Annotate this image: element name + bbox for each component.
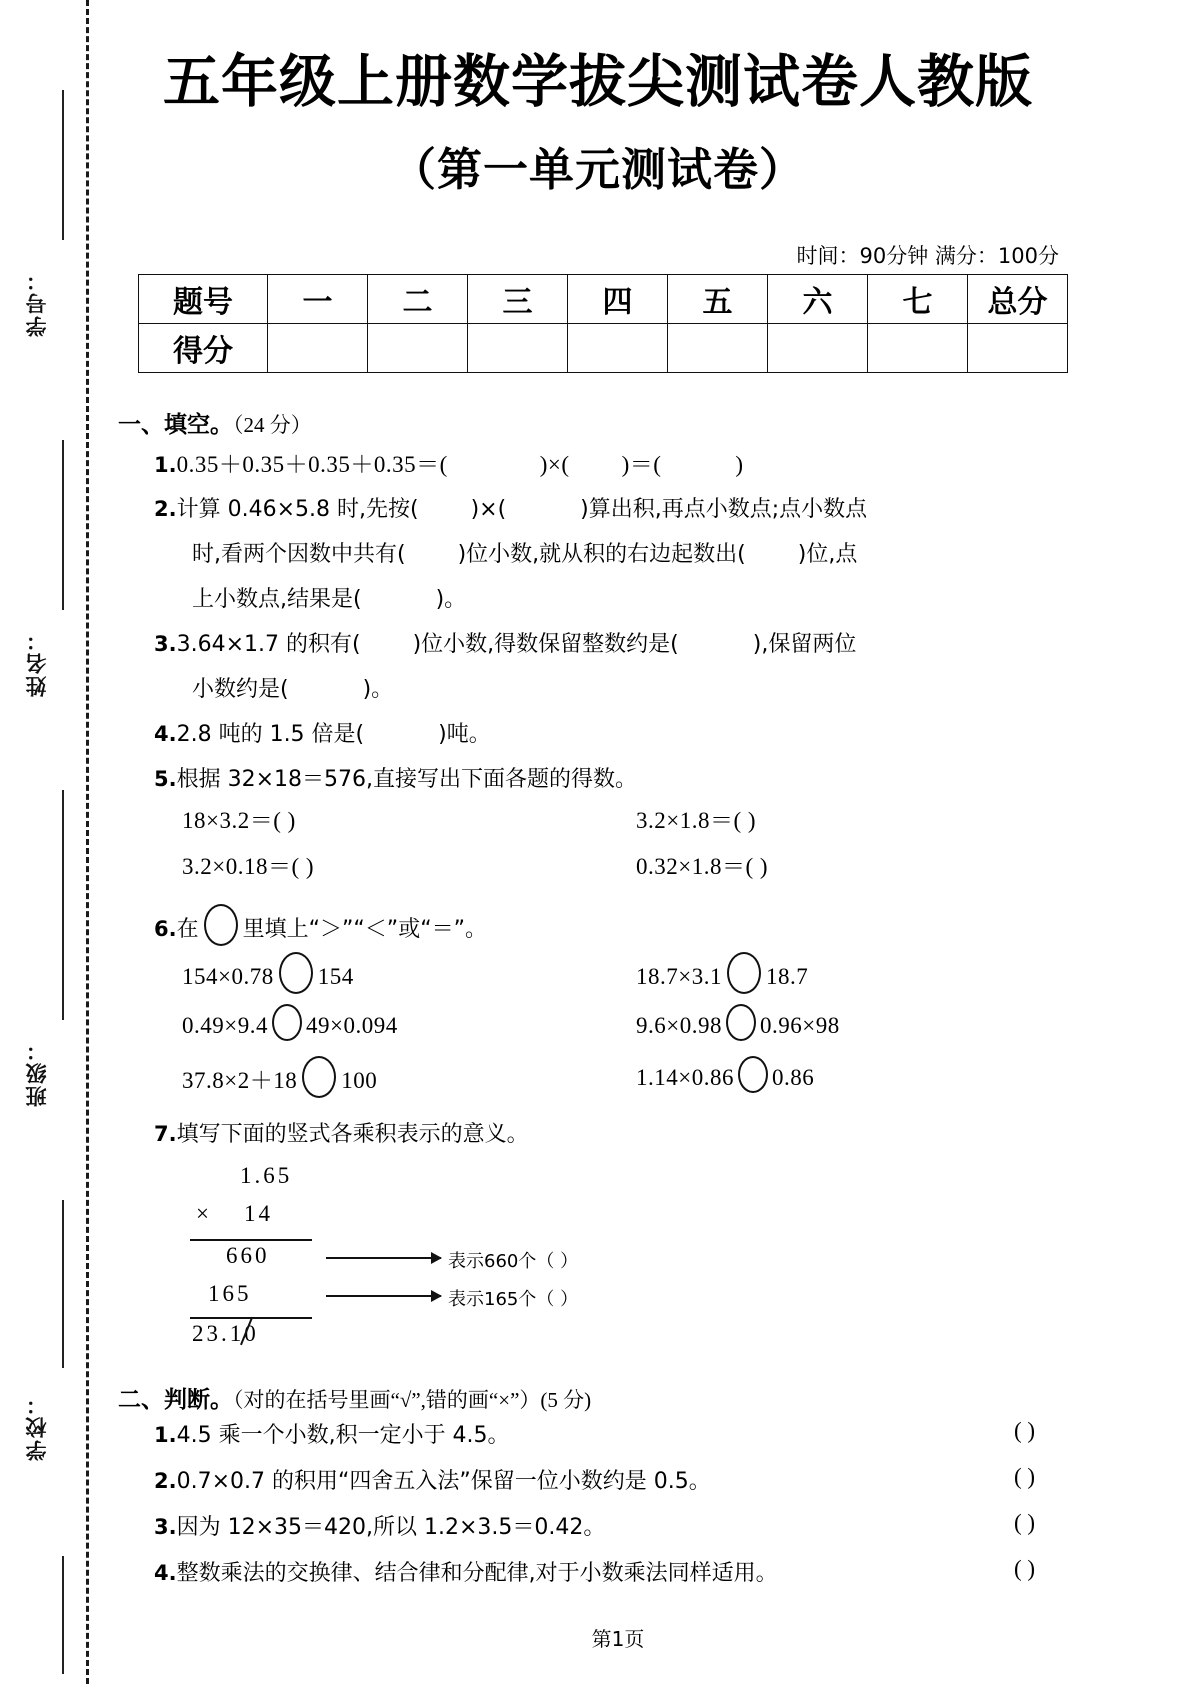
vmul-note-1[interactable]: 表示660个（ ） <box>448 1251 579 1272</box>
comparison-circle-icon <box>204 904 238 946</box>
question-1-2-line-2 <box>192 532 1138 577</box>
question-1-6-stem <box>154 904 1138 952</box>
vmul-result-value: 23.1 <box>192 1321 245 1346</box>
question-1-7-stem <box>154 1112 1138 1157</box>
seal-rule-1 <box>62 90 64 240</box>
question-1-6-number: 6. <box>154 917 177 941</box>
question-1-1 <box>154 443 1138 487</box>
seal-rule-5 <box>62 1556 64 1674</box>
vertical-multiplication-figure <box>192 1163 1138 1346</box>
vmul-multiplicand: 1.65 <box>240 1163 293 1188</box>
question-1-2-text-c: )算出积,再点小数点;点小数点 <box>580 497 868 522</box>
page-subtitle: （第一单元测试卷） <box>390 143 805 196</box>
question-1-3-text-c: ),保留两位 <box>752 632 857 657</box>
seal-label-class: 班级： <box>25 1038 49 1107</box>
score-table-col-7: 总分 <box>968 275 1068 324</box>
question-1-2-text-a: 计算 0.46×5.8 时,先按( <box>176 497 419 522</box>
question-1-3-text-a: 3.64×1.7 的积有( <box>176 632 361 657</box>
comparison-pair-0-right: 154 <box>317 964 354 989</box>
question-1-6-row-2 <box>154 1004 1138 1056</box>
question-1-2-text-g: 上小数点,结果是( <box>192 587 362 612</box>
seal-label-school: 学校： <box>25 1392 49 1461</box>
question-1-2-text-f: )位,点 <box>797 542 858 567</box>
question-1-5-item-2[interactable]: 3.2×0.18＝( ) <box>182 854 315 879</box>
question-1-5-stem <box>154 757 1138 802</box>
question-1-1-text-c: )＝( <box>621 452 662 477</box>
score-table-col-6: 七 <box>868 275 968 324</box>
comparison-circle-icon[interactable] <box>302 1056 336 1098</box>
question-1-5-row-2 <box>154 848 1138 894</box>
section-1-heading <box>118 406 1138 439</box>
question-1-5-item-3[interactable]: 0.32×1.8＝( ) <box>636 854 769 879</box>
question-2-2 <box>154 1464 1138 1510</box>
score-cell-2[interactable] <box>468 324 568 373</box>
question-1-3-text-b: )位小数,得数保留整数约是( <box>412 632 679 657</box>
comparison-circle-icon[interactable] <box>738 1056 768 1093</box>
score-table-col-2: 三 <box>468 275 568 324</box>
score-table-col-1: 二 <box>368 275 468 324</box>
score-table-col-4: 五 <box>668 275 768 324</box>
exam-content <box>118 406 1138 1602</box>
question-1-1-text-d: ) <box>735 452 744 477</box>
comparison-pair-0-left: 154×0.78 <box>182 964 274 989</box>
question-1-7-number: 7. <box>154 1122 177 1146</box>
question-1-5-number: 5. <box>154 767 177 791</box>
vmul-multiplier-sign: × <box>196 1201 212 1226</box>
question-1-5-item-1[interactable]: 3.2×1.8＝( ) <box>636 808 757 833</box>
question-2-2-answer-bracket[interactable]: ( ) <box>1014 1464 1036 1489</box>
question-1-1-number: 1. <box>154 453 177 477</box>
question-2-1-answer-bracket[interactable]: ( ) <box>1014 1418 1036 1443</box>
comparison-pair-4-right: 100 <box>341 1068 378 1093</box>
comparison-pair-2-left: 0.49×9.4 <box>182 1013 268 1038</box>
question-2-3 <box>154 1510 1138 1556</box>
comparison-circle-icon[interactable] <box>272 1004 302 1041</box>
question-2-1-text: 4.5 乘一个小数,积一定小于 4.5。 <box>176 1423 510 1448</box>
vmul-multiplier: 14 <box>244 1201 273 1226</box>
comparison-circle-icon[interactable] <box>279 952 313 994</box>
comparison-pair-1-right: 18.7 <box>765 964 809 989</box>
table-row-scores <box>139 324 1068 373</box>
comparison-pair-5-right: 0.86 <box>771 1065 815 1090</box>
question-2-2-text: 0.7×0.7 的积用“四舍五入法”保留一位小数约是 0.5。 <box>176 1469 711 1494</box>
question-1-2-text-e: )位小数,就从积的右边起数出( <box>457 542 746 567</box>
page-footer: 第1页 <box>591 1627 645 1651</box>
perforation-dashed-line <box>86 0 89 1684</box>
question-2-1 <box>154 1418 1138 1464</box>
vmul-arrow-2-icon <box>326 1295 441 1297</box>
score-cell-5[interactable] <box>768 324 868 373</box>
question-1-1-text-b: )×( <box>539 452 570 477</box>
question-1-5-item-0[interactable]: 18×3.2＝( ) <box>182 808 296 833</box>
vmul-partial-product-2: 165 <box>208 1281 252 1306</box>
vmul-arrow-1-icon <box>326 1257 441 1259</box>
section-2-heading <box>118 1381 1138 1414</box>
question-2-4-number: 4. <box>154 1561 177 1585</box>
question-2-4-body <box>154 1556 778 1587</box>
question-2-3-answer-bracket[interactable]: ( ) <box>1014 1510 1036 1535</box>
score-cell-0[interactable] <box>268 324 368 373</box>
seal-rule-3 <box>62 790 64 1020</box>
comparison-pair-4-left: 37.8×2＋18 <box>182 1068 298 1093</box>
comparison-pair-1 <box>636 952 808 994</box>
score-table-col-5: 六 <box>768 275 868 324</box>
question-1-6-stem-a: 在 <box>176 917 199 942</box>
vmul-rule-top <box>190 1239 312 1241</box>
exam-meta-info: 时间：90分钟 满分：100分 <box>796 244 1059 268</box>
question-1-3-text-e: )。 <box>362 677 394 702</box>
comparison-circle-icon[interactable] <box>727 952 761 994</box>
question-2-3-text: 因为 12×35＝420,所以 1.2×3.5＝0.42。 <box>176 1515 606 1540</box>
question-1-4-text-b: )吨。 <box>438 722 491 747</box>
question-1-2-line-3 <box>192 577 1138 622</box>
comparison-pair-3-right: 0.96×98 <box>759 1013 840 1038</box>
question-1-4-number: 4. <box>154 722 177 746</box>
question-1-2-number: 2. <box>154 497 177 521</box>
question-2-4-text: 整数乘法的交换律、结合律和分配律,对于小数乘法同样适用。 <box>176 1561 778 1586</box>
question-1-5-row-1 <box>154 802 1138 848</box>
comparison-pair-2-right: 49×0.094 <box>305 1013 398 1038</box>
question-2-3-number: 3. <box>154 1515 177 1539</box>
question-2-1-body <box>154 1418 510 1449</box>
question-2-3-body <box>154 1510 605 1541</box>
question-1-6-stem-b: 里填上“＞”“＜”或“＝”。 <box>242 917 487 942</box>
comparison-pair-3-left: 9.6×0.98 <box>636 1013 722 1038</box>
seal-label-name: 姓名： <box>25 628 49 697</box>
score-table <box>138 274 1068 373</box>
score-cell-7[interactable] <box>968 324 1068 373</box>
score-cell-1[interactable] <box>368 324 468 373</box>
comparison-pair-2 <box>182 1004 398 1041</box>
seal-label-student-id: 学号： <box>25 268 49 337</box>
question-1-4 <box>154 712 1138 757</box>
question-1-7-stem-text: 填写下面的竖式各乘积表示的意义。 <box>176 1122 529 1147</box>
section-2-title: 二、判断。 <box>118 1387 233 1413</box>
score-table-col-3: 四 <box>568 275 668 324</box>
comparison-pair-5 <box>636 1056 814 1093</box>
question-1-5-stem-text: 根据 32×18＝576,直接写出下面各题的得数。 <box>176 767 637 792</box>
question-1-2-line-1 <box>154 487 1138 532</box>
score-cell-4[interactable] <box>668 324 768 373</box>
comparison-pair-5-left: 1.14×0.86 <box>636 1065 734 1090</box>
comparison-pair-1-left: 18.7×3.1 <box>636 964 722 989</box>
question-2-4 <box>154 1556 1138 1602</box>
page-title: 五年级上册数学拔尖测试卷人教版 <box>163 49 1033 115</box>
vmul-note-2[interactable]: 表示165个（ ） <box>448 1289 579 1310</box>
seal-margin-strip <box>0 0 118 1684</box>
question-1-2-text-b: )×( <box>470 497 507 522</box>
question-1-1-text-a: 0.35＋0.35＋0.35＋0.35＝( <box>176 452 448 477</box>
vmul-result-struck-zero: 0 <box>244 1321 259 1346</box>
question-1-3-number: 3. <box>154 632 177 656</box>
question-1-6-row-3 <box>154 1056 1138 1108</box>
table-row-question-numbers <box>139 275 1068 324</box>
question-1-2-text-h: )。 <box>435 587 467 612</box>
question-1-2-text-d: 时,看两个因数中共有( <box>192 542 406 567</box>
question-1-3-text-d: 小数约是( <box>192 677 289 702</box>
question-2-4-answer-bracket[interactable]: ( ) <box>1014 1556 1036 1581</box>
vmul-result <box>192 1321 259 1347</box>
section-1-title: 一、填空。 <box>118 412 233 438</box>
section-2-instruction: （对的在括号里画“√”,错的画“×”）(5 分) <box>233 1388 592 1412</box>
question-1-3-line-2 <box>192 667 1138 712</box>
question-2-2-body <box>154 1464 711 1495</box>
seal-rule-2 <box>62 440 64 610</box>
score-cell-3[interactable] <box>568 324 668 373</box>
question-1-4-text-a: 2.8 吨的 1.5 倍是( <box>176 722 365 747</box>
comparison-pair-4 <box>182 1056 377 1098</box>
question-2-2-number: 2. <box>154 1469 177 1493</box>
question-1-3-line-1 <box>154 622 1138 667</box>
comparison-circle-icon[interactable] <box>726 1004 756 1041</box>
score-cell-6[interactable] <box>868 324 968 373</box>
exam-page <box>118 0 1191 1684</box>
comparison-pair-3 <box>636 1004 840 1041</box>
score-table-row-label-1: 得分 <box>139 324 268 373</box>
comparison-pair-0 <box>182 952 354 994</box>
vmul-partial-product-1: 660 <box>226 1243 270 1268</box>
score-table-col-0: 一 <box>268 275 368 324</box>
question-2-1-number: 1. <box>154 1423 177 1447</box>
score-table-row-label-0: 题号 <box>139 275 268 324</box>
seal-rule-4 <box>62 1200 64 1368</box>
question-1-6-row-1 <box>154 952 1138 1004</box>
section-1-points: （24 分） <box>233 413 312 437</box>
